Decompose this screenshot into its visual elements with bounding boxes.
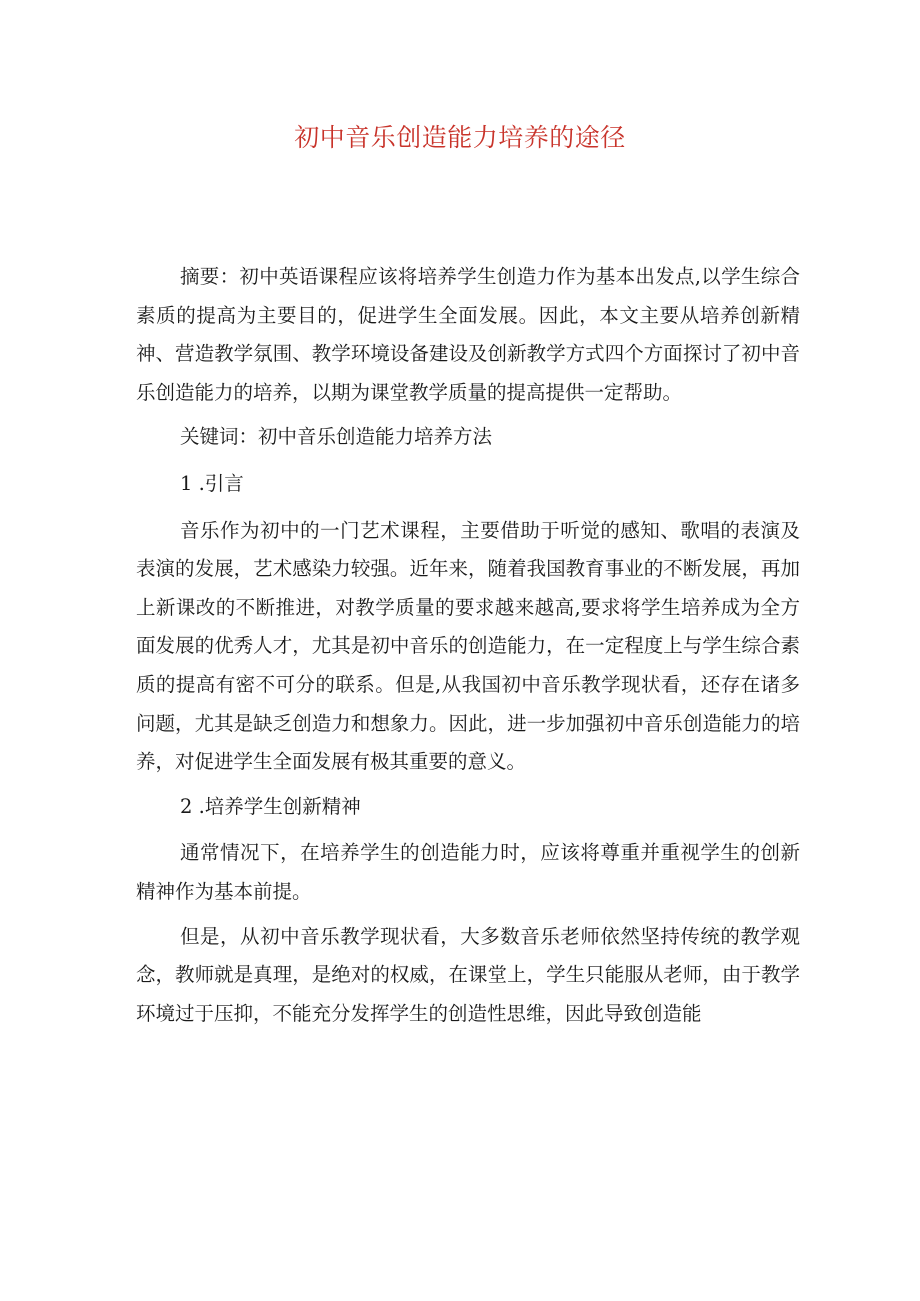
section-2-paragraph-1: 通常情况下，在培养学生的创造能力时，应该将尊重并重视学生的创新精神作为基本前提。 [136, 841, 800, 903]
section-1-paragraph: 音乐作为初中的一门艺术课程，主要借助于听觉的感知、歌唱的表演及表演的发展，艺术感染力较强。近年来，随着我国教育事业的不断发展，再加上新课改的不断推进，对教学质量的要求越来越高,要求将学生培养成为全方面发展的优秀人才，尤其是初中音乐的创造能力，在一定程度上与学生综合素质的提高有密不可分的联系。但是,从我国初中音乐教学现状看，还存在诸多问题，尤其是缺乏创造力和想象力。因此，进一步加强初中音乐创造能力的培养，对促进学生全面发展有极其重要的意义。 [136, 518, 800, 774]
section-2-heading: 2 .培养学生创新精神 [180, 794, 361, 818]
keywords-line: 关键词：初中音乐创造能力培养方法 [180, 425, 493, 449]
document-title: 初中音乐创造能力培养的途径 [294, 123, 626, 152]
abstract-paragraph: 摘要：初中英语课程应该将培养学生创造力作为基本出发点,以学生综合素质的提高为主要目的，促进学生全面发展。因此，本文主要从培养创新精神、营造教学氛围、教学环境设备建设及创新教学方式四个方面探讨了初中音乐创造能力的培养，以期为课堂教学质量的提高提供一定帮助。 [136, 265, 800, 404]
section-2-paragraph-2: 但是，从初中音乐教学现状看，大多数音乐老师依然坚持传统的教学观念，教师就是真理，是绝对的权威，在课堂上，学生只能服从老师，由于教学环境过于压抑，不能充分发挥学生的创造性思维，因此导致创造能 [136, 924, 800, 1025]
section-1-heading: 1 .引言 [180, 471, 244, 495]
document-body [136, 258, 800, 1039]
